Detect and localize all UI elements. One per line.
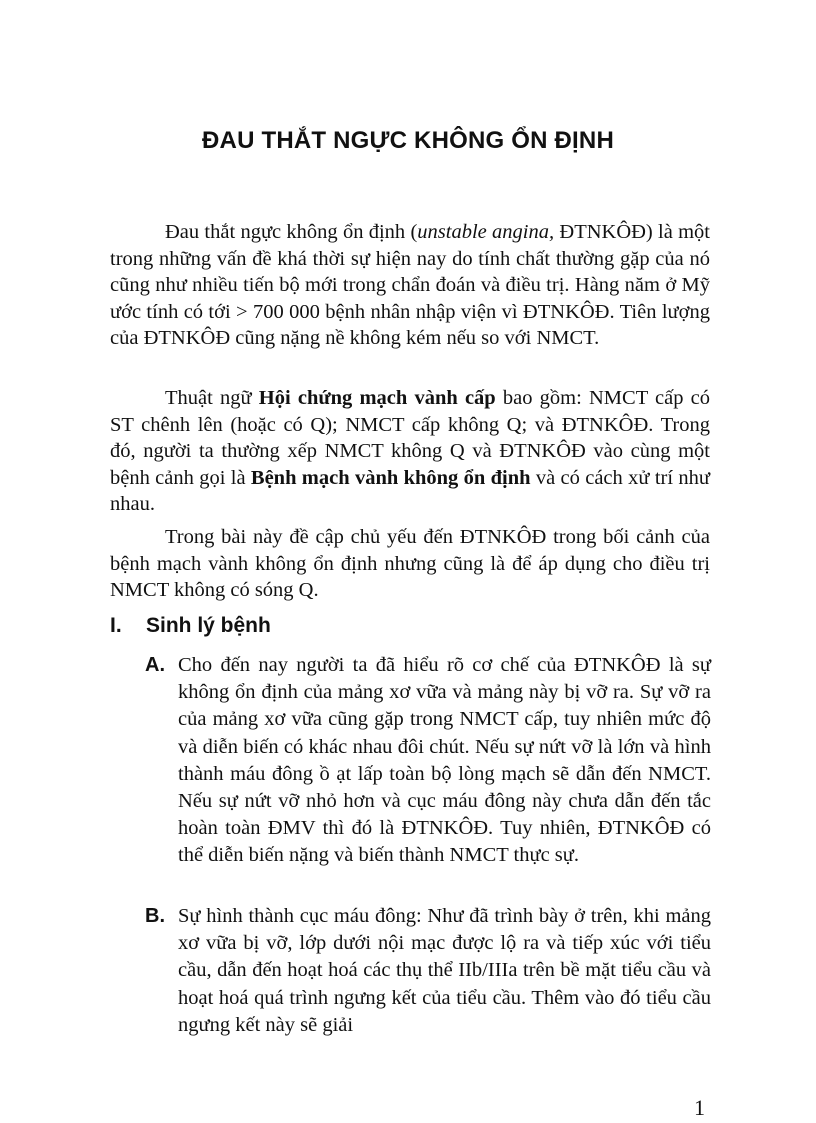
term-unstable-coronary-disease: Bệnh mạch vành không ổn định bbox=[250, 466, 531, 489]
page-number: 1 bbox=[694, 1095, 705, 1120]
section-title: Sinh lý bệnh bbox=[146, 614, 271, 637]
p2-text-e: và có cách xử trí như nhau. bbox=[110, 466, 710, 516]
term-acute-coronary-syndrome: Hội chứng mạch vành cấp bbox=[258, 387, 496, 409]
list-item bbox=[145, 652, 711, 870]
page-title: ĐAU THẮT NGỰC KHÔNG ỔN ĐỊNH bbox=[202, 127, 614, 154]
intro-text-rest: ĐTNKÔĐ) là một trong những vấn đề khá thời sự hiện nay do tính chất thường gặp của nó cũng như nhiều tiến bộ mới trong chẩn đoán và điều trị. Hàng năm ở Mỹ ước tính có tới > 700 000 bệnh nhân nhập viện vì ĐTNKÔĐ. Tiên lượng của ĐTNKÔĐ cũng nặng nề không kém nếu so với NMCT. bbox=[110, 221, 710, 350]
intro-paragraph-2 bbox=[110, 385, 710, 518]
list-item-marker: B. bbox=[145, 905, 165, 927]
section-heading bbox=[110, 614, 271, 638]
list-item bbox=[145, 903, 711, 1039]
section-number: I. bbox=[110, 614, 122, 637]
list-item-text: Cho đến nay người ta đã hiểu rõ cơ chế của ĐTNKÔĐ là sự không ổn định của mảng xơ vữa và mảng này bị vỡ ra. Sự vỡ ra của mảng xơ vữa cũng gặp trong NMCT cấp, tuy nhiên mức độ và diễn biến có khác nhau đôi chút. Nếu sự nứt vỡ là lớn và hình thành máu đông ồ ạt lấp toàn bộ lòng mạch sẽ dẫn đến NMCT. Nếu sự nứt vỡ nhỏ hơn và cục máu đông này chưa dẫn đến tắc hoàn toàn ĐMV thì đó là ĐTNKÔĐ. Tuy nhiên, ĐTNKÔĐ có thể diễn biến nặng và biến thành NMCT thực sự. bbox=[178, 654, 711, 867]
list-item-text: Sự hình thành cục máu đông: Như đã trình bày ở trên, khi mảng xơ vữa bị vỡ, lớp dưới nội mạc được lộ ra và tiếp xúc với tiểu cầu, dẫn đến hoạt hoá các thụ thể IIb/IIIa trên bề mặt tiểu cầu và hoạt hoá quá trình ngưng kết của tiểu cầu. Thêm vào đó tiểu cầu ngưng kết này sẽ giải bbox=[178, 905, 711, 1036]
p2-text-a: Thuật ngữ bbox=[165, 387, 259, 409]
intro-paragraph-3: Trong bài này đề cập chủ yếu đến ĐTNKÔĐ trong bối cảnh của bệnh mạch vành không ổn định nhưng cũng là để áp dụng cho điều trị NMCT không có sóng Q. bbox=[110, 526, 710, 602]
intro-text-start: Đau thắt ngực không ổn định ( bbox=[165, 221, 418, 243]
intro-paragraph-1 bbox=[110, 219, 710, 352]
english-term: unstable angina, bbox=[417, 221, 555, 243]
p2-text-c: bao gồm: NMCT cấp có ST chênh lên (hoặc có Q); NMCT cấp không Q; và ĐTNKÔĐ. Trong đó, người ta thường xếp NMCT không Q và ĐTNKÔĐ vào cùng một bệnh cảnh gọi là bbox=[110, 387, 710, 489]
list-item-marker: A. bbox=[145, 654, 165, 676]
